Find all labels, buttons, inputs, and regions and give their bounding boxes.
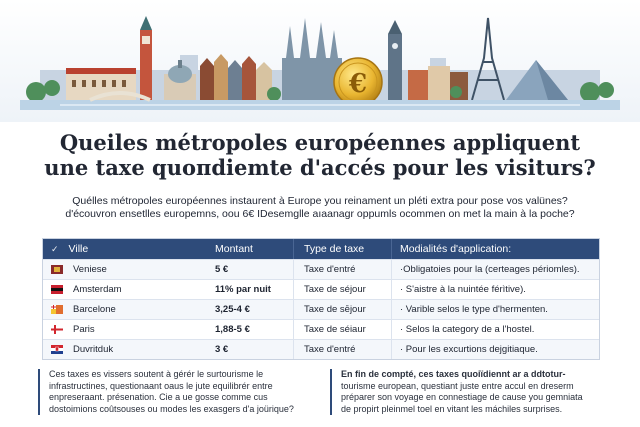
- left-note-line: Ces taxes es vissers soutent à gérér le surtourisme le: [49, 369, 264, 379]
- row-terms: · Pour les excurtions dejgitiaque.: [391, 340, 599, 359]
- left-note: [38, 369, 308, 415]
- table-row: [43, 319, 599, 339]
- title-line-1: Queiles métropoles européennes appliquent: [59, 130, 581, 155]
- table-row: [43, 279, 599, 299]
- row-amount: 5 €: [215, 264, 229, 275]
- table-row: [43, 339, 599, 359]
- row-amount: 11% par nuit: [215, 284, 271, 295]
- svg-text:€: €: [348, 69, 368, 99]
- table-row: [43, 299, 599, 319]
- header-terms: Modialités d'application:: [391, 239, 599, 259]
- row-amount: 3,25-4 €: [215, 304, 250, 315]
- row-type: Taxe de séjour: [293, 280, 391, 299]
- header-type: Type de taxe: [293, 239, 391, 259]
- row-type: Taxe de séiaur: [293, 320, 391, 339]
- row-terms: ·Obligatoies pour la (certeages périomles).: [391, 260, 599, 279]
- left-note-line: infrastructines, questionaant oaus le jute equilibrér entre: [49, 380, 273, 391]
- right-note-line: de propirt pleinmel toel en vitant les máchiles surprises.: [341, 403, 563, 414]
- row-type: Taxe d'entré: [293, 340, 391, 359]
- right-note: [330, 369, 600, 415]
- dubrovnik-flag-icon: [51, 345, 63, 354]
- row-type: Taxe d'entré: [293, 260, 391, 279]
- venice-flag-icon: [51, 265, 63, 274]
- left-note-line: enpreseraant. présenation. Cie a ue gosse comme cus: [49, 392, 268, 402]
- european-skyline-illustration: [0, 0, 640, 122]
- title-line-2: une taxe quoпdiemte d'accés pour les visiturs?: [44, 155, 596, 180]
- subtitle-line-2: d'écouvron ensetlles europemns, oou 6€ IDesemglle aıaanagr oppumls ocommen on met la main à la poche?: [65, 208, 575, 220]
- bell-tower-icon: [140, 16, 152, 102]
- clock-tower-icon: [388, 20, 402, 100]
- header-city: ✓ Ville: [51, 243, 89, 255]
- right-note-line: tourisme european, questiant juste entre accul en dreserm: [341, 380, 574, 391]
- row-type: Taxe de sējour: [293, 300, 391, 319]
- table-row: [43, 259, 599, 279]
- page-title: [0, 130, 640, 180]
- row-amount: 3 €: [215, 344, 229, 355]
- row-city: Barcelone: [73, 304, 116, 315]
- right-note-line: préparer son voyage en connestiage de cause you gemniata: [341, 392, 583, 402]
- tax-table: [42, 238, 600, 360]
- header-amount: Montant: [215, 243, 253, 255]
- row-terms: · Varible selos le type d'hermenten.: [391, 300, 599, 319]
- row-amount: 1,88-5 €: [215, 324, 250, 335]
- euro-coin-icon: [334, 58, 382, 106]
- amsterdam-flag-icon: [51, 285, 63, 294]
- subtitle-line-1: Quélles métropoles européennes instaurent à Europe you reinament un pléti extra pour pose vos valünes?: [72, 195, 568, 207]
- right-note-heading: En fin de compté, ces taxes quoiïdiennt ar a ddtotur-: [341, 369, 566, 379]
- row-city: Paris: [73, 324, 95, 335]
- table-body: [43, 259, 599, 359]
- row-city: Veniese: [73, 264, 107, 275]
- paris-flag-icon: [51, 325, 63, 334]
- row-terms: · Selos la category de a l'hostel.: [391, 320, 599, 339]
- barcelona-flag-icon: [51, 305, 63, 314]
- table-header: [43, 239, 599, 259]
- chevron-icon: ✓: [51, 243, 59, 254]
- left-note-line: dostoimions coûtsouses ou modes les exasgers d'a joürique?: [49, 403, 294, 414]
- subtitle: [0, 195, 640, 221]
- row-city: Amsterdam: [73, 284, 122, 295]
- row-terms: · S'aistre à la nuintée férìtive).: [391, 280, 599, 299]
- hero-illustration: [0, 0, 640, 122]
- row-city: Duvritduk: [73, 344, 114, 355]
